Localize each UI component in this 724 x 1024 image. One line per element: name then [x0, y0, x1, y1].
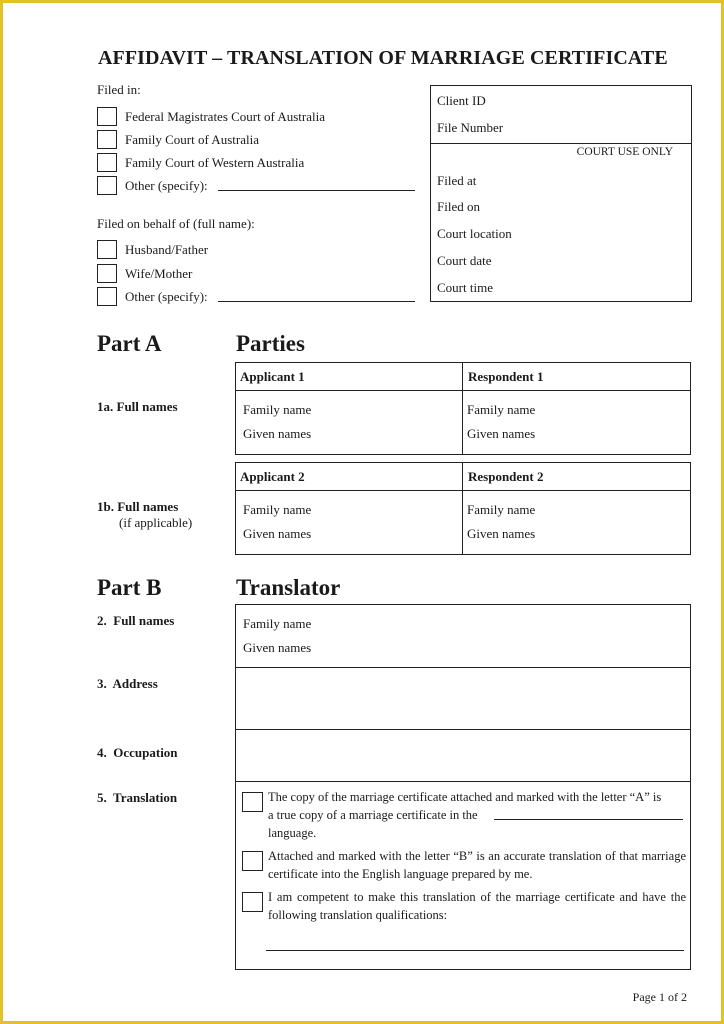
- question-4-label: 4. Occupation: [97, 745, 178, 760]
- table-1-header-divider: [236, 390, 690, 391]
- accurate-translation-text: Attached and marked with the letter “B” is an accurate translation of that marriage certificate into the English language prepared by me.: [268, 849, 686, 881]
- client-id-field[interactable]: Client ID: [437, 93, 486, 108]
- part-a-heading: Parties: [236, 331, 305, 356]
- applicant-2-given-names[interactable]: Given names: [243, 526, 312, 541]
- form-title: AFFIDAVIT – TRANSLATION OF MARRIAGE CERTIFICATE: [98, 47, 668, 69]
- true-copy-line-3: language.: [268, 826, 317, 840]
- applicant-1-header: Applicant 1: [240, 369, 305, 384]
- respondent-2-given-names[interactable]: Given names: [467, 526, 536, 541]
- option-filed-in-other: Other (specify):: [125, 178, 208, 193]
- part-a-label: Part A: [97, 331, 162, 356]
- question-5-label: 5. Translation: [97, 790, 178, 805]
- respondent-1-family-name[interactable]: Family name: [467, 402, 536, 417]
- checkbox-filed-in-other[interactable]: [97, 176, 117, 195]
- checkbox-competent-translator[interactable]: [242, 892, 263, 912]
- occupation-translation-divider: [236, 781, 690, 782]
- checkbox-federal-magistrates[interactable]: [97, 107, 117, 126]
- checkbox-family-court-australia[interactable]: [97, 130, 117, 149]
- part-b-label: Part B: [97, 575, 162, 600]
- court-date-label: Court date: [437, 253, 492, 268]
- page-number: Page 1 of 2: [632, 990, 687, 1004]
- translator-given-names[interactable]: Given names: [243, 640, 312, 655]
- checkbox-behalf-other[interactable]: [97, 287, 117, 306]
- competent-translator-text: I am competent to make this translation of the marriage certificate and have the following translation qualifications:: [268, 890, 686, 922]
- translator-family-name[interactable]: Family name: [243, 616, 312, 631]
- court-use-box: [430, 85, 692, 302]
- checkbox-husband-father[interactable]: [97, 240, 117, 259]
- question-1a-label: 1a. Full names: [97, 399, 178, 414]
- court-location-label: Court location: [437, 226, 512, 241]
- filed-at-label: Filed at: [437, 173, 477, 188]
- behalf-other-line[interactable]: [218, 301, 415, 302]
- option-behalf-other: Other (specify):: [125, 289, 208, 304]
- question-1b-note: (if applicable): [119, 515, 193, 530]
- translator-details-box: [235, 604, 691, 970]
- qualifications-line[interactable]: [266, 950, 684, 951]
- true-copy-line-2: a true copy of a marriage certificate in the: [268, 808, 478, 822]
- option-wife-mother: Wife/Mother: [125, 266, 193, 281]
- table-1-column-divider: [462, 363, 463, 454]
- respondent-1-given-names[interactable]: Given names: [467, 426, 536, 441]
- parties-table-1: [235, 362, 691, 455]
- question-1b-label: 1b. Full names: [97, 499, 179, 514]
- question-2-label: 2. Full names: [97, 613, 175, 628]
- option-federal-magistrates: Federal Magistrates Court of Australia: [125, 109, 326, 124]
- filed-on-behalf-label: Filed on behalf of (full name):: [97, 216, 255, 231]
- table-2-column-divider: [462, 463, 463, 554]
- parties-table-2: [235, 462, 691, 555]
- option-family-court-australia: Family Court of Australia: [125, 132, 259, 147]
- table-2-header-divider: [236, 490, 690, 491]
- translator-occupation-field[interactable]: [236, 730, 690, 781]
- question-3-label: 3. Address: [97, 676, 158, 691]
- true-copy-line-1: The copy of the marriage certificate attached and marked with the letter “A” is: [268, 790, 662, 804]
- applicant-1-family-name[interactable]: Family name: [243, 402, 312, 417]
- court-use-only-label: COURT USE ONLY: [576, 146, 673, 158]
- checkbox-true-copy[interactable]: [242, 792, 263, 812]
- filed-on-label: Filed on: [437, 199, 480, 214]
- respondent-1-header: Respondent 1: [468, 369, 544, 384]
- option-family-court-wa: Family Court of Western Australia: [125, 155, 305, 170]
- checkbox-family-court-wa[interactable]: [97, 153, 117, 172]
- filed-in-label: Filed in:: [97, 82, 141, 97]
- checkbox-accurate-translation[interactable]: [242, 851, 263, 871]
- option-husband-father: Husband/Father: [125, 242, 209, 257]
- language-line[interactable]: [494, 819, 683, 820]
- part-b-heading: Translator: [236, 575, 341, 600]
- filed-in-other-line[interactable]: [218, 190, 415, 191]
- respondent-2-header: Respondent 2: [468, 469, 544, 484]
- applicant-1-given-names[interactable]: Given names: [243, 426, 312, 441]
- file-number-field[interactable]: File Number: [437, 120, 504, 135]
- court-time-label: Court time: [437, 280, 493, 295]
- translator-address-field[interactable]: [236, 668, 690, 729]
- applicant-2-family-name[interactable]: Family name: [243, 502, 312, 517]
- court-box-divider: [431, 143, 691, 144]
- applicant-2-header: Applicant 2: [240, 469, 305, 484]
- checkbox-wife-mother[interactable]: [97, 264, 117, 283]
- respondent-2-family-name[interactable]: Family name: [467, 502, 536, 517]
